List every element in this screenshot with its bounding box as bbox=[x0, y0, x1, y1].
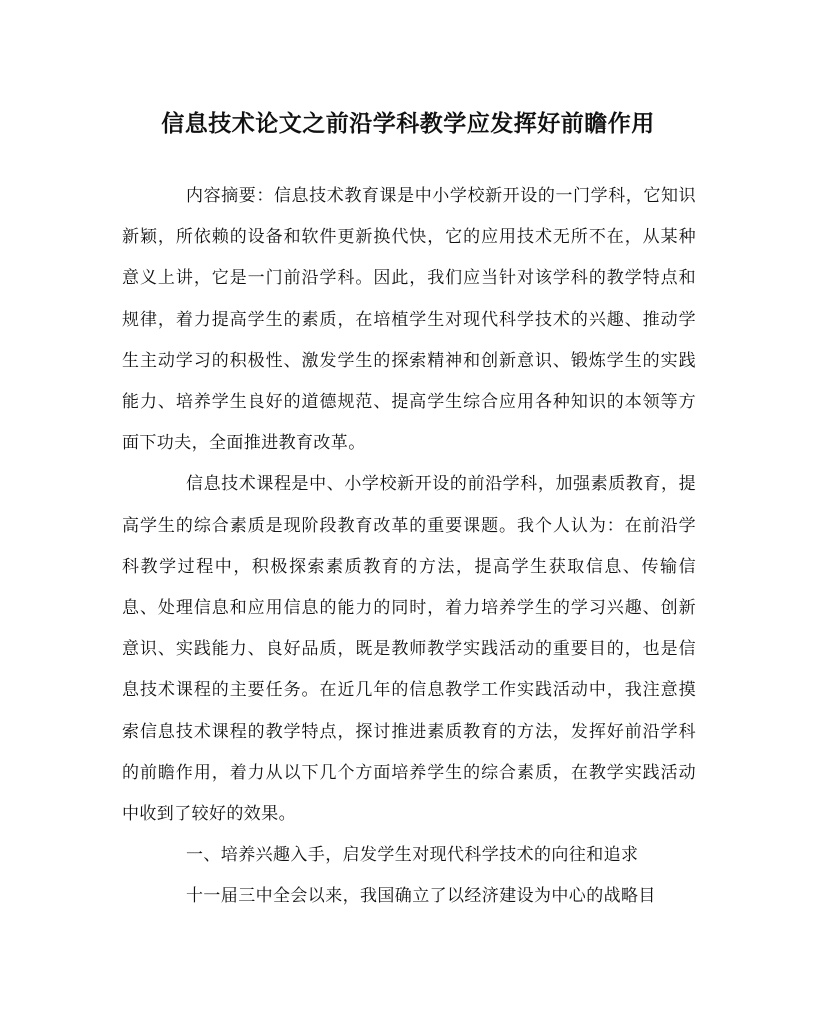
document-title: 信息技术论文之前沿学科教学应发挥好前瞻作用 bbox=[161, 110, 655, 137]
document-body bbox=[122, 176, 696, 918]
section-heading: 一、培养兴趣入手，启发学生对现代科学技术的向往和追求 bbox=[186, 845, 639, 866]
abstract-paragraph: 内容摘要：信息技术教育课是中小学校新开设的一门学科，它知识新颖，所依赖的设备和软件更新换代快，它的应用技术无所不在，从某种意义上讲，它是一门前沿学科。因此，我们应当针对该学科的教学特点和规律，着力提高学生的素质，在培植学生对现代科学技术的兴趣、推动学生主动学习的积极性、激发学生的探索精神和创新意识、锻炼学生的实践能力、培养学生良好的道德规范、提高学生综合应用各种知识的本领等方面下功夫，全面推进教育改革。 bbox=[122, 186, 696, 454]
section-first-line: 十一届三中全会以来，我国确立了以经济建设为中心的战略目 bbox=[186, 886, 656, 907]
intro-paragraph: 信息技术课程是中、小学校新开设的前沿学科，加强素质教育，提高学生的综合素质是现阶段教育改革的重要课题。我个人认为：在前沿学科教学过程中，积极探索素质教育的方法，提高学生获取信息、传输信息、处理信息和应用信息的能力的同时，着力培养学生的学习兴趣、创新意识、实践能力、良好品质，既是教师教学实践活动的重要目的，也是信息技术课程的主要任务。在近几年的信息教学工作实践活动中，我注意摸索信息技术课程的教学特点，探讨推进素质教育的方法，发挥好前沿学科的前瞻作用，着力从以下几个方面培养学生的综合素质，在教学实践活动中收到了较好的效果。 bbox=[122, 474, 696, 825]
